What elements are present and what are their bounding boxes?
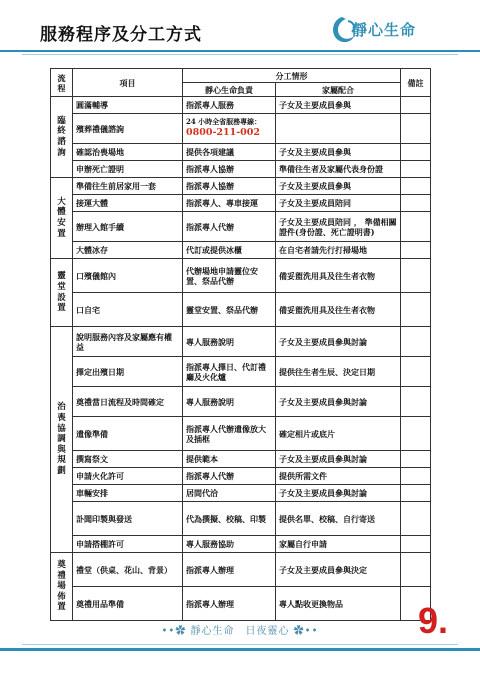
group-label: 臨終諮詢: [51, 97, 73, 178]
service-table: [50, 68, 431, 621]
header-note: 備註: [401, 69, 431, 97]
row-note: [401, 178, 431, 195]
row-family: 備妥盥洗用具及往生者衣物: [276, 293, 401, 327]
row-item: 準備往生前居家用一套: [73, 178, 183, 195]
row-family: 提供往生者生辰、決定日期: [276, 357, 401, 387]
row-family: 子女及主要成員參與: [276, 178, 401, 195]
row-company: 指派專人代辦: [183, 212, 276, 242]
page-number: 9.: [418, 600, 449, 641]
row-note: [401, 259, 431, 293]
row-note: [401, 242, 431, 259]
group-label: 大體安置: [51, 178, 73, 259]
row-item: 撰寫祭文: [73, 451, 183, 468]
row-company: 提供範本: [183, 451, 276, 468]
row-family: 子女及主要成員參與討論: [276, 387, 401, 417]
row-item: 擇定出殯日期: [73, 357, 183, 387]
footer-slogan: ••✿ 靜心生命 日夜靈心 ✿••: [161, 626, 319, 637]
row-family: 備妥盥洗用具及往生者衣物: [276, 259, 401, 293]
row-note: [401, 357, 431, 387]
row-company: 指派專人代辦遺像放大及插框: [183, 417, 276, 451]
group-label: 治喪協調與規劃: [51, 327, 73, 553]
header-company: 靜心生命負責: [183, 83, 276, 97]
row-family: 家屬自行申請: [276, 536, 401, 553]
row-family: 專人點收更換物品: [276, 587, 401, 621]
row-family: 確定相片或底片: [276, 417, 401, 451]
row-item: 確認治喪場地: [73, 144, 183, 161]
row-family: 子女及主要成員參與討論: [276, 451, 401, 468]
row-note: [401, 387, 431, 417]
row-company: 代訂或提供冰櫃: [183, 242, 276, 259]
row-family: 子女及主要成員參與討論: [276, 485, 401, 502]
row-company: 提供各項建議: [183, 144, 276, 161]
row-item: 接運大體: [73, 195, 183, 212]
hotline-number: 0800-211-002: [186, 126, 260, 138]
row-item: 奠禮用品準備: [73, 587, 183, 621]
row-family: 子女及主要成員參與討論: [276, 327, 401, 357]
logo-text: 靜心生命: [352, 21, 417, 39]
row-note: [401, 114, 431, 144]
row-company: 代辦場地申請靈位安置、祭品代辦: [183, 259, 276, 293]
group-label: 靈堂設置: [51, 259, 73, 327]
row-note: [401, 502, 431, 536]
row-family: 子女及主要成員參與決定: [276, 553, 401, 587]
row-family: 子女及主要成員陪同: [276, 195, 401, 212]
row-family: 在自宅者請先行打掃場地: [276, 242, 401, 259]
row-note: [401, 293, 431, 327]
header-item: 項目: [73, 69, 183, 97]
row-note: [401, 212, 431, 242]
row-company: 指派專人辦理: [183, 553, 276, 587]
row-item: 車輛安排: [73, 485, 183, 502]
row-item: 遺像準備: [73, 417, 183, 451]
row-family: 提供所需文件: [276, 468, 401, 485]
header-process: 流程: [51, 69, 73, 97]
row-company: 代為撰擬、校稿、印製: [183, 502, 276, 536]
row-company: 指派專人服務: [183, 97, 276, 114]
row-company: [183, 114, 276, 144]
row-company: 指派專人擇日、代訂禮廳及火化爐: [183, 357, 276, 387]
row-note: [401, 485, 431, 502]
row-note: [401, 97, 431, 114]
row-family: 子女及主要成員參與: [276, 97, 401, 114]
row-family: [276, 114, 401, 144]
row-note: [401, 195, 431, 212]
row-item: 殯葬禮儀諮詢: [73, 114, 183, 144]
row-note: [401, 451, 431, 468]
row-company: 靈堂安置、祭品代辦: [183, 293, 276, 327]
row-company: 指派專人協辦: [183, 178, 276, 195]
row-company: 指派專人協辦: [183, 161, 276, 178]
row-family: 子女及主要成員陪同 ， 準備相關證件(身份證、死亡證明書): [276, 212, 401, 242]
row-item: 說明服務內容及家屬應有權益: [73, 327, 183, 357]
group-label: 奠禮場佈置: [51, 553, 73, 621]
row-company: 專人服務說明: [183, 327, 276, 357]
row-item: 辦理入館手續: [73, 212, 183, 242]
row-note: [401, 161, 431, 178]
header-family: 家屬配合: [276, 83, 401, 97]
page-title: 服務程序及分工方式: [40, 25, 202, 45]
row-item: 申請火化許可: [73, 468, 183, 485]
row-item: 口殯儀館內: [73, 259, 183, 293]
row-note: [401, 417, 431, 451]
row-item: 大體冰存: [73, 242, 183, 259]
header-division: 分工情形: [183, 69, 401, 83]
row-item: 申辦死亡證明: [73, 161, 183, 178]
row-company: 專人服務說明: [183, 387, 276, 417]
header-divider: [0, 50, 480, 52]
row-note: [401, 144, 431, 161]
row-company: 指派專人代辦: [183, 468, 276, 485]
row-company: 專人服務協助: [183, 536, 276, 553]
row-company: 居間代洽: [183, 485, 276, 502]
row-note: [401, 536, 431, 553]
row-item: 圓滿輔導: [73, 97, 183, 114]
row-item: 口自宅: [73, 293, 183, 327]
footer-divider: [0, 648, 480, 651]
row-item: 訃聞印製與發送: [73, 502, 183, 536]
hotline-label: 24 小時全省服務專線：: [186, 117, 262, 127]
row-item: 奠禮當日流程及時間確定: [73, 387, 183, 417]
footer-divider-thin: [22, 644, 458, 645]
row-note: [401, 327, 431, 357]
row-note: [401, 468, 431, 485]
row-company: 指派專人辦理: [183, 587, 276, 621]
row-company: 指派專人、專車接運: [183, 195, 276, 212]
row-family: 準備往生者及家屬代表身份證: [276, 161, 401, 178]
row-family: 提供名單、校稿、自行寄送: [276, 502, 401, 536]
row-family: 子女及主要成員參與: [276, 144, 401, 161]
row-item: 禮堂（供桌、花山、背景）: [73, 553, 183, 587]
row-note: [401, 553, 431, 587]
header-divider-thin: [22, 54, 458, 55]
row-item: 申請搭棚許可: [73, 536, 183, 553]
